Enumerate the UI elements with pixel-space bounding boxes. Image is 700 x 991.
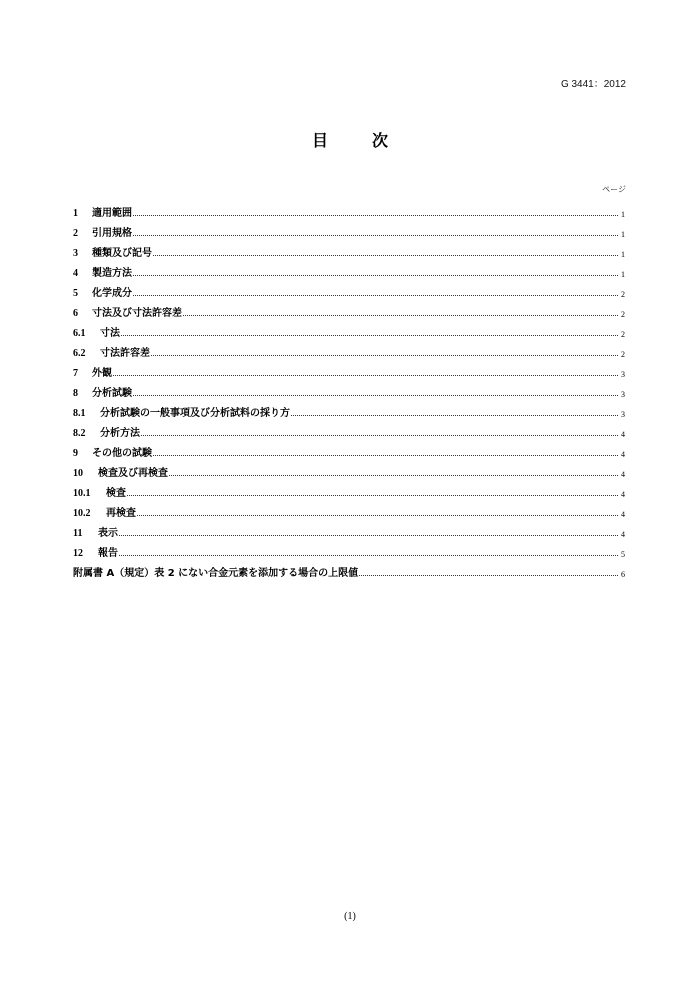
dot-leader <box>151 354 618 356</box>
toc-entry-page: 1 <box>621 250 625 259</box>
toc-entry-page: 2 <box>621 330 625 339</box>
toc-entry-number: 8.2 <box>73 428 86 439</box>
toc-entry-number: 8 <box>73 388 78 399</box>
dot-leader <box>183 314 618 316</box>
toc-entry-number: 12 <box>73 548 83 559</box>
dot-leader <box>133 394 618 396</box>
toc-entry[interactable] <box>73 319 625 339</box>
toc-entry-title: 製造方法 <box>92 268 132 279</box>
toc-entry-title: 寸法 <box>100 328 120 339</box>
toc-entry-page: 4 <box>621 450 625 459</box>
toc-entry[interactable] <box>73 339 625 359</box>
toc-entry-title: その他の試験 <box>92 448 152 459</box>
dot-leader <box>119 554 618 556</box>
dot-leader <box>359 574 618 576</box>
toc-entry-number: 3 <box>73 248 78 259</box>
toc-entry-page: 4 <box>621 470 625 479</box>
toc-entry[interactable] <box>73 459 625 479</box>
toc-entry-page: 4 <box>621 510 625 519</box>
toc-entry-page: 2 <box>621 350 625 359</box>
toc-entry[interactable] <box>73 299 625 319</box>
toc-entry[interactable] <box>73 499 625 519</box>
dot-leader <box>119 534 618 536</box>
toc-entry[interactable] <box>73 379 625 399</box>
toc-entry-title: 寸法及び寸法許容差 <box>92 308 182 319</box>
toc-entry-title: 種類及び記号 <box>92 248 152 259</box>
dot-leader <box>133 274 618 276</box>
toc-entry-page: 3 <box>621 370 625 379</box>
dot-leader <box>113 374 618 376</box>
toc-entry[interactable] <box>73 259 625 279</box>
toc-entry-annex[interactable] <box>73 559 625 579</box>
toc-entry[interactable] <box>73 539 625 559</box>
toc-entry-title: 検査 <box>106 488 126 499</box>
toc-entry-title: 再検査 <box>106 508 136 519</box>
toc-entry-number: 6.2 <box>73 348 86 359</box>
toc-entry-number: 1 <box>73 208 78 219</box>
toc-entry-page: 1 <box>621 230 625 239</box>
toc-entry[interactable] <box>73 419 625 439</box>
toc-entry-number: 7 <box>73 368 78 379</box>
toc-entry-page: 3 <box>621 410 625 419</box>
toc-entry[interactable] <box>73 239 625 259</box>
toc-entry-title: 表示 <box>98 528 118 539</box>
table-of-contents <box>73 199 625 579</box>
toc-entry-page: 4 <box>621 430 625 439</box>
toc-entry-page: 1 <box>621 210 625 219</box>
page-column-label: ページ <box>602 185 626 194</box>
toc-entry-title: 引用規格 <box>92 228 132 239</box>
toc-entry[interactable] <box>73 199 625 219</box>
dot-leader <box>137 514 618 516</box>
toc-entry-title: 検査及び再検査 <box>98 468 168 479</box>
page-title: 目 次 <box>311 131 402 150</box>
toc-entry[interactable] <box>73 439 625 459</box>
dot-leader <box>291 414 618 416</box>
toc-entry-page: 1 <box>621 270 625 279</box>
toc-entry-number: 9 <box>73 448 78 459</box>
dot-leader <box>169 474 618 476</box>
toc-entry-title: 附属書 A（規定）表 2 にない合金元素を添加する場合の上限値 <box>73 568 359 579</box>
dot-leader <box>133 234 618 236</box>
toc-entry-number: 2 <box>73 228 78 239</box>
toc-entry-page: 4 <box>621 530 625 539</box>
toc-entry-page: 5 <box>621 550 625 559</box>
dot-leader <box>127 494 618 496</box>
dot-leader <box>153 454 618 456</box>
document-id: G 3441：2012 <box>560 79 626 90</box>
toc-entry[interactable] <box>73 279 625 299</box>
toc-entry-number: 6 <box>73 308 78 319</box>
toc-entry-number: 8.1 <box>73 408 86 419</box>
toc-entry-page: 6 <box>621 570 625 579</box>
toc-entry-number: 10.1 <box>73 488 91 499</box>
toc-entry[interactable] <box>73 399 625 419</box>
dot-leader <box>141 434 618 436</box>
toc-entry-number: 6.1 <box>73 328 86 339</box>
toc-entry-number: 10.2 <box>73 508 91 519</box>
toc-entry-number: 5 <box>73 288 78 299</box>
dot-leader <box>133 294 618 296</box>
toc-entry-number: 11 <box>73 528 83 539</box>
dot-leader <box>121 334 618 336</box>
toc-entry[interactable] <box>73 479 625 499</box>
toc-entry-title: 報告 <box>98 548 118 559</box>
toc-entry-title: 分析試験の一般事項及び分析試料の採り方 <box>100 408 290 419</box>
toc-entry-title: 分析試験 <box>92 388 132 399</box>
dot-leader <box>133 214 618 216</box>
toc-entry-title: 分析方法 <box>100 428 140 439</box>
toc-entry-number: 10 <box>73 468 83 479</box>
toc-entry-page: 4 <box>621 490 625 499</box>
dot-leader <box>153 254 618 256</box>
toc-entry[interactable] <box>73 359 625 379</box>
toc-entry-title: 寸法許容差 <box>100 348 150 359</box>
toc-entry-title: 外観 <box>92 368 112 379</box>
footer-page-number: (1) <box>344 911 356 922</box>
toc-entry-number: 4 <box>73 268 78 279</box>
toc-entry[interactable] <box>73 219 625 239</box>
toc-entry-page: 2 <box>621 310 625 319</box>
toc-entry-page: 2 <box>621 290 625 299</box>
toc-entry[interactable] <box>73 519 625 539</box>
toc-entry-title: 適用範囲 <box>92 208 132 219</box>
toc-entry-title: 化学成分 <box>92 288 132 299</box>
toc-entry-page: 3 <box>621 390 625 399</box>
